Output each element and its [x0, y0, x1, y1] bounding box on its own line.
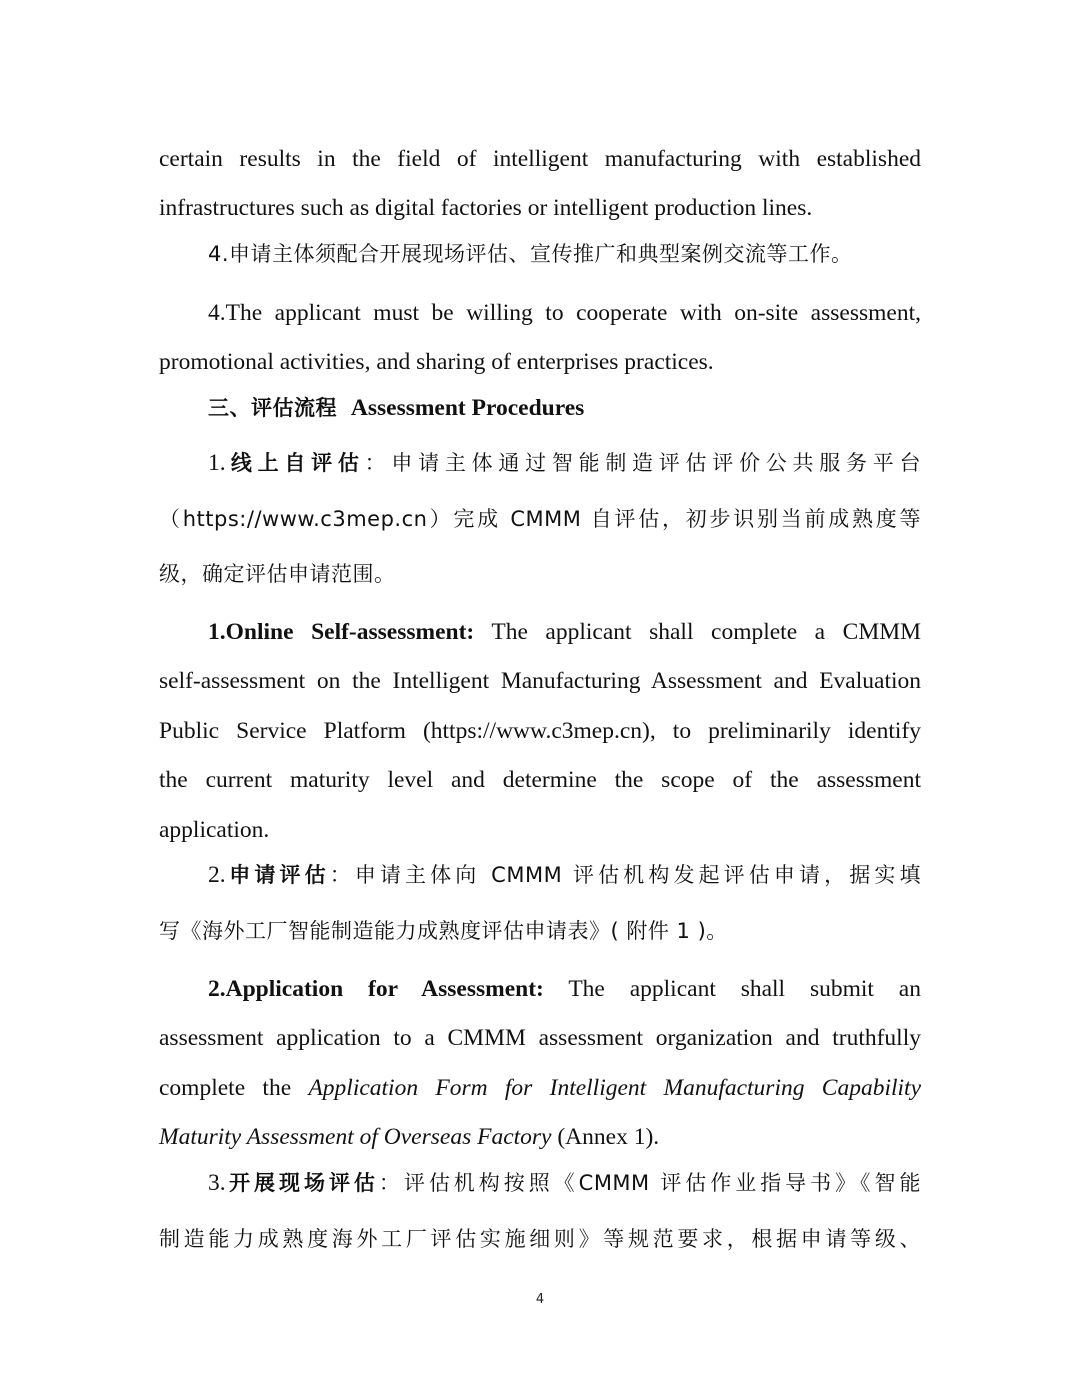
item-title: 2.Application for Assessment: [208, 976, 544, 1002]
item-number: 2. [208, 862, 226, 888]
item-text: ：申请主体向 CMMM 评估机构发起评估申请，据实填 [329, 863, 921, 887]
text-line: （https://www.c3mep.cn）完成 CMMM 自评估，初步识别当前成熟度等 [159, 507, 921, 531]
text-line: self-assessment on the Intelligent Manufacturing Assessment and Evaluation [159, 668, 921, 694]
item-text: ：申请主体通过智能制造评估评价公共服务平台 [364, 451, 922, 475]
text-line: Public Service Platform (https://www.c3mep.cn), to preliminarily identify [159, 718, 921, 744]
text-line: assessment application to a CMMM assessment organization and truthfully [159, 1025, 921, 1051]
text-line [159, 1073, 921, 1103]
text-line: 4.申请主体须配合开展现场评估、宣传推广和典型案例交流等工作。 [208, 242, 853, 266]
text-line: certain results in the field of intelligent manufacturing with established [159, 146, 921, 172]
item-title: 开展现场评估 [225, 1171, 379, 1195]
document-title-italic: Application Form for Intelligent Manufacturing Capability [308, 1075, 921, 1101]
text-line [208, 448, 921, 478]
text-line: infrastructures such as digital factories or intelligent production lines. [159, 195, 813, 221]
item-text: (Annex 1). [551, 1124, 660, 1150]
item-number: 3. [208, 1170, 226, 1196]
text-line [208, 860, 921, 890]
text-line: 4.The applicant must be willing to cooperate with on-site assessment, [208, 300, 921, 326]
text-line: the current maturity level and determine the scope of the assessment [159, 767, 921, 793]
text-line [208, 974, 921, 1004]
text-line [208, 617, 921, 647]
item-title: 1.Online Self-assessment: [208, 619, 475, 645]
item-text: The applicant shall complete a CMMM [474, 619, 922, 645]
section-heading-cn: 三、评估流程 [208, 396, 337, 420]
text-line [208, 1168, 921, 1198]
item-text: ：评估机构按照《CMMM 评估作业指导书》《智能 [378, 1171, 921, 1195]
section-heading [208, 393, 921, 423]
document-title-italic: Maturity Assessment of Overseas Factory [159, 1124, 552, 1150]
item-text: complete the [159, 1075, 309, 1101]
text-line: 级，确定评估申请范围。 [159, 562, 396, 586]
item-title: 申请评估 [225, 863, 330, 887]
text-line: 写《海外工厂智能制造能力成熟度评估申请表》( 附件 1 )。 [159, 919, 728, 943]
section-heading-en: Assessment Procedures [350, 395, 585, 421]
item-number: 1. [208, 450, 226, 476]
item-title: 线上自评估 [225, 451, 365, 475]
text-line [159, 1122, 921, 1152]
item-text: The applicant shall submit an [543, 976, 921, 1002]
page-number: 4 [535, 1292, 545, 1307]
text-line: application. [159, 817, 270, 843]
text-line: 制造能力成熟度海外工厂评估实施细则》等规范要求，根据申请等级、 [159, 1227, 921, 1251]
text-line: promotional activities, and sharing of enterprises practices. [159, 349, 714, 375]
